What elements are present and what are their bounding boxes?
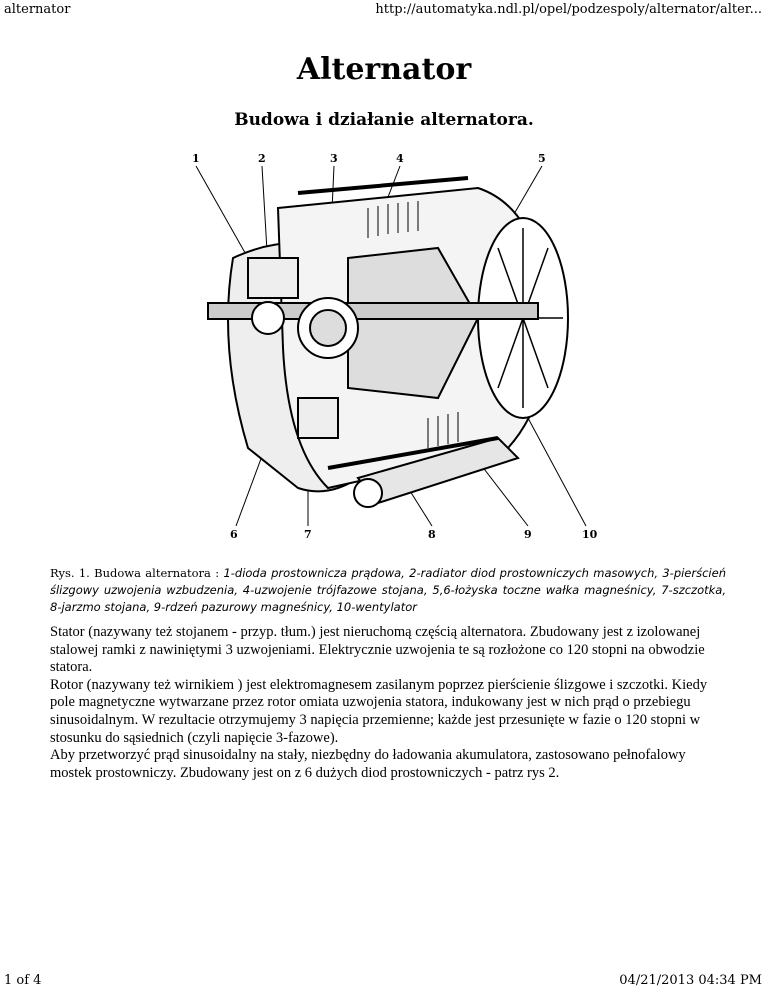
print-footer-datetime: 04/21/2013 04:34 PM (619, 973, 762, 988)
caption-lead: Rys. 1. Budowa alternatora : (50, 566, 224, 580)
figure-label-8: 8 (428, 528, 436, 541)
paragraph-stator: Stator (nazywany też stojanem - przyp. tłum.) jest nieruchomą częścią alternatora. Zbudowany jest z izolowanej stalowej ramki z nawiniętymi 3 uzwojeniami. Elektrycznie uzwojenia te są rozłożone co 120 stopni na obwodzie statora. (50, 624, 705, 676)
paragraph-rectifier: Aby przetworzyć prąd sinusoidalny na stały, niezbędny do ładowania akumulatora, zastosowano pełnofalowy mostek prostowniczy. Zbudowany jest on z 6 dużych diod prostowniczych - patrz rys 2. (50, 747, 686, 781)
figure-label-7: 7 (304, 528, 312, 541)
figure-label-2: 2 (258, 152, 266, 165)
figure-label-5: 5 (538, 152, 546, 165)
figure-label-9: 9 (524, 528, 532, 541)
print-header-title: alternator (4, 2, 71, 17)
print-header-url: http://automatyka.ndl.pl/opel/podzespoly/alternator/alter... (375, 2, 762, 17)
page-subtitle: Budowa i działanie alternatora. (234, 110, 534, 130)
print-footer-page: 1 of 4 (4, 973, 42, 988)
page-title: Alternator (296, 52, 472, 87)
caption-items: 1-dioda prostownicza prądowa, 2-radiator diod prostowniczych masowych, 3-pierścień ślizgowy uzwojenia wzbudzenia, 4-uzwojenie trójfazowe stojana, 5,6-łożyska toczne wałka magneśnicy, 7-szczotka, 8-jarzmo stojana, 9-rdzeń pazurowy magneśnicy, 10-wentylator (50, 566, 726, 614)
figure-label-6: 6 (230, 528, 238, 541)
paragraph-rotor: Rotor (nazywany też wirnikiem ) jest elektromagnesem zasilanym poprzez pierścienie ślizgowe i szczotki. Kiedy pole magnetyczne wytwarzane przez rotor omiata uzwojenia statora, indukowany jest w nich prąd o przebiegu sinusoidalnym. W rezultacie otrzymujemy 3 napięcia przemienne; każde jest przesunięte w fazie o 120 stopni w stosunku do sąsiednich (czyli napięcie 3-fazowe). (50, 676, 708, 746)
alternator-cutaway-figure (178, 148, 598, 543)
figure-label-3: 3 (330, 152, 338, 165)
figure-label-10: 10 (582, 528, 598, 541)
figure-label-4: 4 (396, 152, 404, 165)
figure-label-1: 1 (192, 152, 200, 165)
article-body (50, 624, 730, 782)
figure-caption (50, 565, 726, 616)
alternator-illustration (178, 148, 598, 543)
